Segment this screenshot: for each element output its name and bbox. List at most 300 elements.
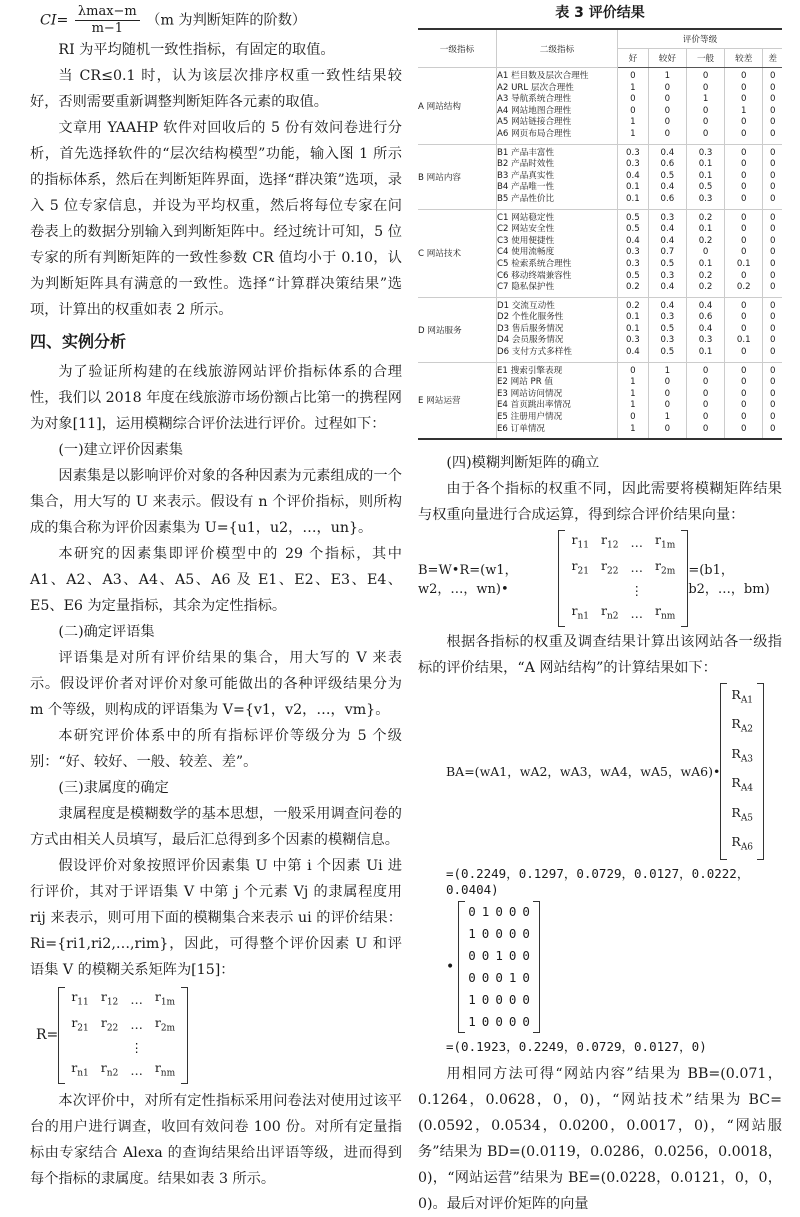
grade-value: 0 (769, 82, 776, 93)
grade-value: 0 (702, 128, 709, 139)
header-second-level: 二级指标 (497, 29, 618, 68)
first-level-label: D 网站服务 (418, 297, 497, 362)
ba-vector-entry: $R_{A4}$ (731, 775, 754, 794)
matrix-entry: 0 (495, 925, 503, 941)
table-row (418, 68, 782, 145)
grade-value: 0 (741, 193, 747, 204)
grade-value: 0 (741, 147, 747, 158)
matrix-entry: 0 (508, 925, 517, 941)
grade-value: 0.4 (660, 224, 675, 235)
grade-value: 1 (664, 365, 671, 376)
binary-matrix-formula (446, 901, 782, 1033)
second-level-label: D6 支付方式多样性 (497, 347, 572, 358)
grade-value: 0 (664, 105, 671, 116)
grade-value: 0 (741, 170, 747, 181)
grade-value: 0 (630, 105, 636, 116)
matrix-entry: 0 (522, 969, 530, 985)
grade-value: 0 (664, 82, 671, 93)
grade-value-cell (763, 144, 782, 209)
second-level-label: B1 产品丰富性 (497, 147, 555, 158)
grade-value: 0 (664, 94, 671, 105)
second-level-label: C7 隐私保护性 (497, 282, 555, 293)
matrix-entry: 0 (481, 1013, 490, 1029)
grade-value: 0 (769, 400, 776, 411)
second-level-label: E4 首页跳出率情况 (497, 400, 571, 411)
grade-value: 0.5 (660, 170, 675, 181)
second-level-label: B5 产品性价比 (497, 193, 555, 204)
grade-value-cell (725, 144, 763, 209)
right-column (418, 0, 782, 1217)
grade-value: 0 (702, 117, 709, 128)
grade-value: 0 (741, 128, 747, 139)
paragraph-composite: 由于各个指标的权重不同，因此需要将模糊矩阵结果与权重向量进行合成运算，得到综合评价结果向量： (418, 481, 782, 524)
ba-formula (446, 683, 782, 860)
paragraph-yaahp: 文章用 YAAHP 软件对回收后的 5 份有效问卷进行分析，首先选择软件的“层次结构模型”功能，输入图 1 所示的指标体系，然后在判断矩阵界面，选择“群决策”选项，录入 5 位专家信息，并设为平均权重，然后将每位专家在问卷表上的数据分别输入到判断矩阵中。经过统计可知，5 位专家的所有判断矩阵的一致性参数 CR 值均小于 0.10，认为判断矩阵具有满意的一致性。选择“计算群决策结果”选项，计算出的权重如表 2 所示。 (30, 120, 402, 318)
second-level-label: A6 网页布局合理性 (497, 128, 572, 139)
header-first-level: 一级指标 (418, 29, 497, 68)
second-level-label: E2 网站 PR 值 (497, 377, 554, 388)
grade-value: 0 (769, 128, 776, 139)
grade-value: 0 (664, 377, 671, 388)
r-label: R= (36, 1027, 59, 1044)
matrix-entry: 0 (495, 969, 503, 985)
grade-value: 0 (741, 412, 747, 423)
grade-value: 0.1 (626, 323, 640, 334)
paragraph-fuzzy-set: 假设评价对象按照评价因素集 U 中第 i 个因素 Ui 进行评价，其对于评语集 V 中第 j 个元素 Vj 的隶属程度用 rij 来表示，则可用下面的模糊集合来表示 ui 的评价结果：Ri={ri1,ri2,…,rim}，因此，可得整个评价因素 U 和评语集 V 的模糊关系矩阵为[15]： (30, 858, 402, 978)
grade-value: 0 (741, 117, 747, 128)
grade-value: 0 (769, 247, 776, 258)
grade-value: 0.3 (626, 159, 640, 170)
second-level-label: A2 URL 层次合理性 (497, 82, 574, 93)
grade-value-cell (648, 362, 686, 439)
grade-value-cell (648, 209, 686, 297)
second-level-label: A1 栏目数及层次合理性 (497, 71, 589, 81)
grade-value: 0 (702, 365, 709, 376)
grade-value: 0.6 (698, 312, 713, 323)
paragraph-survey: 本次评价中，对所有定性指标采用问卷法对使用过该平台的用户进行调查，收回有效问卷 100 份。对所有定量指标由专家结合 Alexa 的查询结果给出评语等级，进而得到每个指标的隶属度。结果如表 3 所示。 (30, 1092, 402, 1187)
grade-value: 0 (630, 412, 636, 423)
grade-value: 0 (741, 82, 747, 93)
grade-value: 0 (769, 377, 776, 388)
grade-value: 0.3 (660, 312, 675, 323)
grade-value: 0 (741, 400, 747, 411)
table-row (418, 297, 782, 362)
matrix-entry: 0 (522, 903, 530, 919)
r-matrix-formula (36, 987, 402, 1084)
matrix-entry: 0 (522, 947, 530, 963)
grade-value: 0.2 (698, 282, 713, 293)
binary-matrix (458, 901, 540, 1033)
matrix-entry: 1 (508, 969, 517, 985)
weights-line: =(0.2249，0.1297，0.0729，0.0127，0.0222，0.0404) (446, 865, 750, 897)
matrix-entry: 0 (508, 947, 517, 963)
second-level-label: B3 产品真实性 (497, 170, 555, 181)
matrix-entry: 0 (468, 903, 476, 919)
grade-value: 1 (664, 71, 671, 81)
grade-value: 0 (769, 224, 776, 235)
grade-value-cell (763, 68, 782, 145)
paragraph-29-indicators: 本研究的因素集即评价模型中的 29 个指标，其中 A1、A2、A3、A4、A5、A6 及 E1、E2、E3、E4、E5、E6 为定量指标，其余为定性指标。 (30, 546, 402, 614)
grade-value: 0 (664, 128, 671, 139)
subheading-factor-set: (一)建立评价因素集 (58, 442, 183, 458)
grade-value-cell (618, 297, 649, 362)
grade-value: 0 (630, 94, 636, 105)
matrix-entry: 0 (495, 991, 503, 1007)
grade-value: 0 (769, 412, 776, 423)
grade-value-cell (763, 209, 782, 297)
grade-value-cell (725, 68, 763, 145)
grade-value: 0 (702, 82, 709, 93)
grade-value: 0 (769, 335, 776, 346)
paragraph-comment-set: 评语集是对所有评价结果的集合，用大写的 V 来表示。假设评价者对评价对象可能做出的各种评级结果分为 m 个等级，则构成的评语集为 V={v1，v2，…，vm}。 (30, 650, 402, 718)
grade-value: 0 (741, 312, 747, 323)
second-level-label: A5 网站链接合理性 (497, 117, 572, 128)
paragraph-other-results: 用相同方法可得“网站内容”结果为 BB=(0.071，0.1264，0.0628，0，0)，“网站技术”结果为 BC=(0.0592，0.0534，0.0200，0.0017，0)，“网站服务”结果为 BD=(0.0119，0.0286，0.0256，0.0018，0)，“网站运营”结果为 BE=(0.0228，0.0121，0，0，0)。最后对评价矩阵的向量 (418, 1065, 782, 1212)
grade-header-2: 一般 (686, 49, 724, 68)
b-right: =(b1，b2，…，bm) (688, 563, 770, 598)
grade-value: 0 (702, 105, 709, 116)
grade-value: 0.3 (698, 193, 713, 204)
grade-value: 0.5 (660, 347, 675, 358)
matrix-entry: 0 (481, 991, 490, 1007)
matrix-entry: 0 (508, 991, 517, 1007)
matrix-entry: 0 (522, 991, 530, 1007)
second-level-label: E1 搜索引擎表现 (497, 365, 563, 376)
grade-value: 0 (769, 159, 776, 170)
grade-value-cell (686, 68, 724, 145)
grade-value: 0 (664, 117, 671, 128)
matrix-entry: 0 (481, 947, 490, 963)
grade-value: 0 (741, 347, 747, 358)
grade-value: 0.1 (626, 312, 640, 323)
grade-value-cell (686, 144, 724, 209)
grade-value: 0.5 (660, 258, 675, 269)
ba-vector-entry: $R_{A5}$ (731, 804, 754, 824)
subheading-fuzzy-matrix: (四)模糊判断矩阵的确立 (446, 455, 600, 472)
second-level-label: C2 网站安全性 (497, 224, 555, 235)
grade-value: 0 (769, 105, 776, 116)
header-grade: 评价等级 (618, 29, 783, 49)
matrix-entry: 1 (468, 1013, 476, 1029)
matrix-entry: 0 (481, 925, 490, 941)
subheading-comment-set: (二)确定评语集 (58, 624, 155, 640)
grade-value: 0.7 (660, 247, 675, 258)
second-level-cell (497, 144, 618, 209)
grade-value: 0.4 (698, 323, 713, 334)
grade-value: 0.5 (626, 270, 640, 281)
grade-value: 0.2 (698, 212, 713, 223)
grade-value: 0 (741, 365, 747, 376)
first-level-label: E 网站运营 (418, 362, 497, 439)
grade-value: 0 (664, 388, 671, 399)
table-row (418, 209, 782, 297)
second-level-label: C1 网站稳定性 (497, 212, 555, 223)
matrix-entry: 1 (481, 903, 490, 919)
grade-value: 0 (702, 388, 709, 399)
grade-value: 0.3 (698, 147, 713, 158)
grade-value-cell (648, 144, 686, 209)
ba-vector-entry: $R_{A1}$ (731, 686, 754, 706)
grade-value: 0 (769, 312, 776, 323)
ci-note: （m 为判断矩阵的阶数） (146, 12, 307, 29)
result-line: =(0.1923，0.2249，0.0729，0.0127，0) (446, 1038, 707, 1054)
grade-value: 0 (741, 388, 747, 399)
grade-value: 0 (741, 224, 747, 235)
second-level-label: C5 检索系统合理性 (497, 258, 572, 269)
subheading-membership: (三)隶属度的确定 (58, 780, 169, 796)
paragraph-verify: 为了验证所构建的在线旅游网站评价指标体系的合理性，我们以 2018 年度在线旅游市场份额占比第一的携程网为对象[11]，运用模糊综合评价法进行评价。过程如下： (30, 364, 402, 432)
grade-value: 0 (769, 147, 776, 158)
grade-value: 0.4 (626, 235, 640, 246)
grade-value: 0 (741, 423, 747, 434)
second-level-label: C6 移动终端兼容性 (497, 270, 572, 281)
grade-value: 0 (702, 377, 709, 388)
grade-value: 0.2 (698, 270, 713, 281)
second-level-cell (497, 297, 618, 362)
grade-value: 0.4 (660, 182, 675, 193)
second-level-label: E5 注册用户情况 (497, 412, 563, 423)
second-level-label: E6 订单情况 (497, 423, 546, 434)
grade-value: 0 (741, 270, 747, 281)
grade-value: 0 (664, 423, 671, 434)
grade-value: 0.5 (626, 224, 640, 235)
grade-value: 0 (769, 182, 776, 193)
second-level-cell (497, 209, 618, 297)
grade-value: 1 (664, 412, 671, 423)
cr-text: 当 CR≤0.1 时，认为该层次排序权重一致性结果较好，否则需要重新调整判断矩阵各元素的取值。 (30, 68, 402, 110)
ci-fraction (75, 4, 140, 37)
grade-value: 0 (741, 182, 747, 193)
grade-value: 0.4 (660, 300, 675, 311)
grade-value: 0 (769, 365, 776, 376)
grade-value: 0 (702, 412, 709, 423)
table-row (418, 144, 782, 209)
grade-header-4: 差 (763, 49, 782, 68)
grade-value: 0.2 (736, 282, 751, 293)
grade-value: 0 (630, 71, 636, 81)
first-level-label: B 网站内容 (418, 144, 497, 209)
grade-value: 0 (769, 117, 776, 128)
grade-value: 0 (664, 400, 671, 411)
grade-value: 0.1 (626, 193, 640, 204)
grade-value: 0.1 (736, 258, 751, 269)
paragraph-grades: 本研究评价体系中的所有指标评价等级分为 5 个级别：“好、较好、一般、较差、差”。 (30, 728, 402, 770)
grade-value: 1 (630, 117, 636, 128)
grade-value: 0.5 (660, 323, 675, 334)
second-level-label: D4 会员服务情况 (497, 335, 564, 346)
grade-value: 0 (702, 423, 709, 434)
second-level-label: D2 个性化服务性 (497, 312, 564, 323)
grade-value: 1 (630, 400, 636, 411)
grade-value-cell (725, 209, 763, 297)
matrix-entry: 0 (481, 969, 490, 985)
grade-value-cell (763, 362, 782, 439)
grade-value-cell (686, 297, 724, 362)
b-formula (418, 530, 782, 627)
grade-value: 0 (702, 247, 709, 258)
ci-denominator: m−1 (91, 21, 124, 36)
second-level-cell (497, 362, 618, 439)
grade-value: 1 (630, 377, 636, 388)
second-level-label: A3 导航系统合理性 (497, 94, 572, 105)
ba-vector-entry: $R_{A2}$ (731, 716, 754, 735)
paragraph-membership: 隶属程度是模糊数学的基本思想，一般采用调查问卷的方式由相关人员填写，最后汇总得到多个因素的模糊信息。 (30, 806, 402, 848)
grade-value: 0 (769, 212, 776, 223)
dot-operator: • (446, 958, 455, 975)
grade-value: 0.3 (626, 147, 640, 158)
table-row (418, 362, 782, 439)
matrix-entry: 0 (495, 1013, 503, 1029)
ri-text: RI 为平均随机一致性指标，有固定的取值。 (58, 42, 335, 58)
grade-value: 0.3 (660, 212, 675, 223)
ci-label: CI= (40, 12, 69, 29)
grade-value: 0.3 (626, 258, 640, 269)
grade-value-cell (648, 68, 686, 145)
grade-value: 0.3 (660, 335, 675, 346)
second-level-cell (497, 68, 618, 145)
matrix-entry: 0 (522, 1013, 530, 1029)
grade-value: 0.3 (698, 335, 713, 346)
grade-value: 0 (769, 282, 776, 293)
grade-value-cell (763, 297, 782, 362)
grade-value: 0 (769, 170, 776, 181)
grade-value: 0 (769, 235, 776, 246)
grade-value: 0 (741, 323, 747, 334)
grade-value-cell (648, 297, 686, 362)
matrix-entry: 1 (468, 991, 476, 1007)
grade-value: 0.4 (698, 300, 713, 311)
grade-value: 0.2 (698, 235, 713, 246)
evaluation-table (418, 28, 782, 440)
grade-value: 0 (769, 323, 776, 334)
second-level-label: C4 使用流畅度 (497, 247, 555, 258)
second-level-label: B4 产品唯一性 (497, 182, 555, 193)
grade-value: 0.5 (626, 212, 640, 223)
grade-value: 0.1 (698, 224, 713, 235)
grade-value: 1 (630, 423, 636, 434)
grade-value: 0 (741, 94, 747, 105)
grade-value-cell (618, 209, 649, 297)
grade-value: 0 (741, 300, 747, 311)
grade-value: 0 (741, 212, 747, 223)
grade-value: 0 (769, 388, 776, 399)
matrix-entry: 0 (468, 947, 476, 963)
grade-value-cell (618, 68, 649, 145)
grade-value: 0.5 (698, 182, 713, 193)
left-column (30, 0, 402, 1192)
grade-value: 0 (769, 193, 776, 204)
matrix-entry: 0 (508, 1013, 517, 1029)
ci-numerator: λmax−m (75, 4, 140, 21)
matrix-entry: 0 (495, 903, 503, 919)
b-matrix: $r_{11}$ $r_{12}$ … $r_{1m}$ $r_{21}$ $r_{22}$ … $r_{2m}$ ⋮ $r_{n1}$ $r_{n2}$ … $r_{nm}$ (558, 530, 688, 627)
grade-value-cell (618, 144, 649, 209)
grade-value: 0.3 (626, 247, 640, 258)
grade-value: 0 (769, 423, 776, 434)
table-title: 表 3 评价结果 (555, 5, 645, 21)
matrix-entry: 0 (468, 969, 476, 985)
grade-value: 0 (702, 400, 709, 411)
paragraph-factor-set: 因素集是以影响评价对象的各种因素为元素组成的一个集合，用大写的 U 来表示。假设有 n 个评价指标，则所构成的集合称为评价因素集为 U={u1，u2，…，un}。 (30, 468, 402, 536)
second-level-label: B2 产品时效性 (497, 159, 555, 170)
grade-value: 1 (630, 388, 636, 399)
grade-value: 0.3 (660, 270, 675, 281)
grade-value: 0.1 (736, 335, 751, 346)
grade-value: 0.2 (626, 300, 640, 311)
grade-value: 0 (769, 270, 776, 281)
first-level-label: C 网站技术 (418, 209, 497, 297)
grade-value: 0 (702, 71, 709, 81)
ba-vector (720, 683, 764, 860)
grade-header-1: 较好 (648, 49, 686, 68)
grade-value: 0.4 (660, 282, 675, 293)
grade-value: 0 (630, 365, 636, 376)
second-level-label: C3 使用便捷性 (497, 235, 555, 246)
second-level-label: E3 网站访问情况 (497, 388, 563, 399)
grade-value: 0 (741, 71, 747, 81)
grade-value: 0.4 (660, 147, 675, 158)
grade-value: 0 (741, 247, 747, 258)
section-heading-4: 四、实例分析 (30, 332, 127, 351)
grade-value: 0.4 (626, 170, 640, 181)
r-matrix: $r_{11}$ $r_{12}$ … $r_{1m}$ $r_{21}$ $r_{22}$ … $r_{2m}$ ⋮ $r_{n1}$ $r_{n2}$ … $r_{nm}$ (58, 987, 188, 1084)
b-left: B=W•R=(w1，w2，…，wn)• (418, 563, 518, 598)
grade-value: 0.1 (626, 182, 640, 193)
grade-value: 0 (769, 347, 776, 358)
first-level-label: A 网站结构 (418, 68, 497, 145)
grade-value: 0.6 (660, 193, 675, 204)
matrix-entry: 1 (495, 947, 503, 963)
matrix-entry: 1 (468, 925, 476, 941)
matrix-entry: 0 (522, 925, 530, 941)
grade-value: 1 (741, 105, 747, 116)
grade-value: 0.6 (660, 159, 675, 170)
grade-value: 0.3 (626, 335, 640, 346)
grade-value: 0.1 (698, 258, 713, 269)
grade-value: 0.2 (626, 282, 640, 293)
grade-value: 1 (630, 82, 636, 93)
grade-header-0: 好 (618, 49, 649, 68)
grade-value: 0.4 (626, 347, 640, 358)
second-level-label: D3 售后服务情况 (497, 323, 564, 334)
grade-value: 0.1 (698, 347, 713, 358)
grade-value: 0 (769, 258, 776, 269)
ba-left: BA=(wA1，wA2，wA3，wA4，wA5，wA6)• (446, 764, 721, 780)
grade-value: 0 (741, 377, 747, 388)
grade-value-cell (686, 209, 724, 297)
ci-formula (30, 4, 402, 37)
grade-value: 0 (769, 94, 776, 105)
second-level-label: D1 交流互动性 (497, 300, 555, 311)
grade-value-cell (725, 297, 763, 362)
grade-value: 0 (769, 300, 776, 311)
grade-value-cell (725, 362, 763, 439)
ba-vector-entry: $R_{A3}$ (731, 745, 754, 765)
grade-value: 0 (741, 159, 747, 170)
ba-vector-entry: $R_{A6}$ (731, 834, 754, 853)
grade-value: 0 (769, 71, 776, 81)
grade-value: 0 (741, 235, 747, 246)
grade-header-3: 较差 (725, 49, 763, 68)
grade-value-cell (686, 362, 724, 439)
grade-value-cell (618, 362, 649, 439)
grade-value: 0.1 (698, 170, 713, 181)
matrix-entry: 0 (508, 903, 517, 919)
grade-value: 1 (702, 94, 709, 105)
paragraph-a-result: 根据各指标的权重及调查结果计算出该网站各一级指标的评价结果，“A 网站结构”的计算结果如下： (418, 633, 782, 676)
grade-value: 0.1 (698, 159, 713, 170)
grade-value: 1 (630, 128, 636, 139)
